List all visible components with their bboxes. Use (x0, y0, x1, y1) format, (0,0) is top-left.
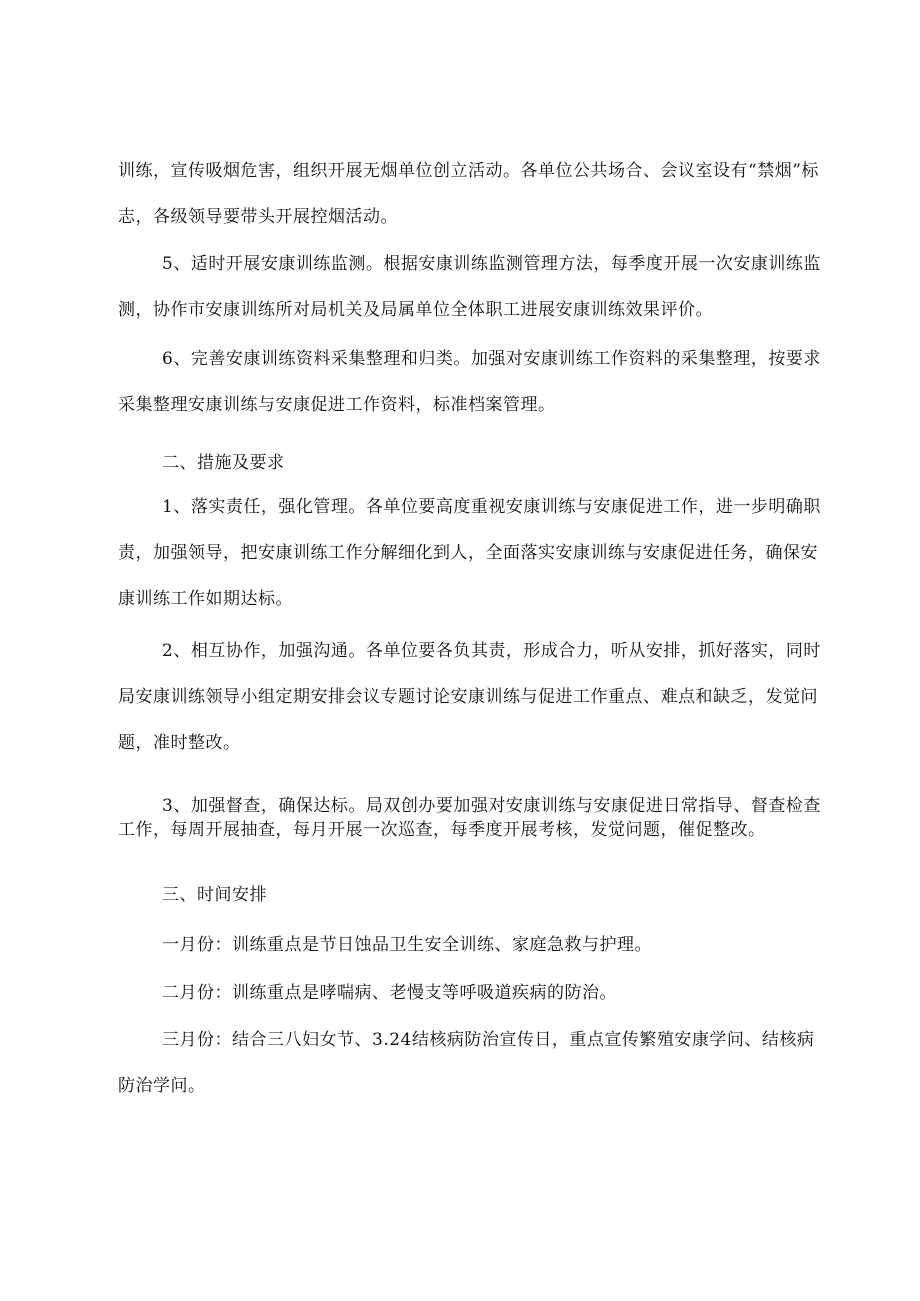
paragraph-item-5-monitoring: 5、适时开展安康训练监测。根据安康训练监测管理方法，每季度开展一次安康训练监测，协作市安康训练所对局机关及局属单位全体职工进展安康训练效果评价。 (118, 254, 821, 320)
section-heading-schedule: 三、时间安排 (162, 885, 267, 905)
paragraph-measure-1: 1、落实责任，强化管理。各单位要高度重视安康训练与安康促进工作，进一步明确职责，加强领导，把安康训练工作分解细化到人，全面落实安康训练与安康促进任务，确保安康训练工作如期达标。 (118, 497, 821, 609)
paragraph-measure-3: 3、加强督查，确保达标。局双创办要加强对安康训练与安康促进日常指导、督查检查工作，每周开展抽查，每月开展一次巡查，每季度开展考核，发觉问题，催促整改。 (118, 796, 821, 840)
paragraph-march: 三月份：结合三八妇女节、3.24结核病防治宣传日，重点宣传繁殖安康学问、结核病防治学问。 (118, 1030, 815, 1096)
paragraph-item-6-records: 6、完善安康训练资料采集整理和归类。加强对安康训练工作资料的采集整理，按要求采集整理安康训练与安康促进工作资料，标准档案管理。 (118, 349, 821, 415)
paragraph-measure-2: 2、相互协作，加强沟通。各单位要各负其责，形成合力，听从安排，抓好落实，同时局安康训练领导小组定期安排会议专题讨论安康训练与促进工作重点、难点和缺乏，发觉问题，准时整改。 (118, 641, 821, 753)
section-heading-measures: 二、措施及要求 (162, 453, 285, 473)
paragraph-smoking-control: 训练，宣传吸烟危害，组织开展无烟单位创立活动。各单位公共场合、会议室设有“禁烟”标志，各级领导要带头开展控烟活动。 (118, 161, 819, 227)
paragraph-january: 一月份：训练重点是节日蚀品卫生安全训练、家庭急救与护理。 (162, 935, 652, 955)
paragraph-february: 二月份：训练重点是哮喘病、老慢支等呼吸道疾病的防治。 (162, 983, 617, 1003)
